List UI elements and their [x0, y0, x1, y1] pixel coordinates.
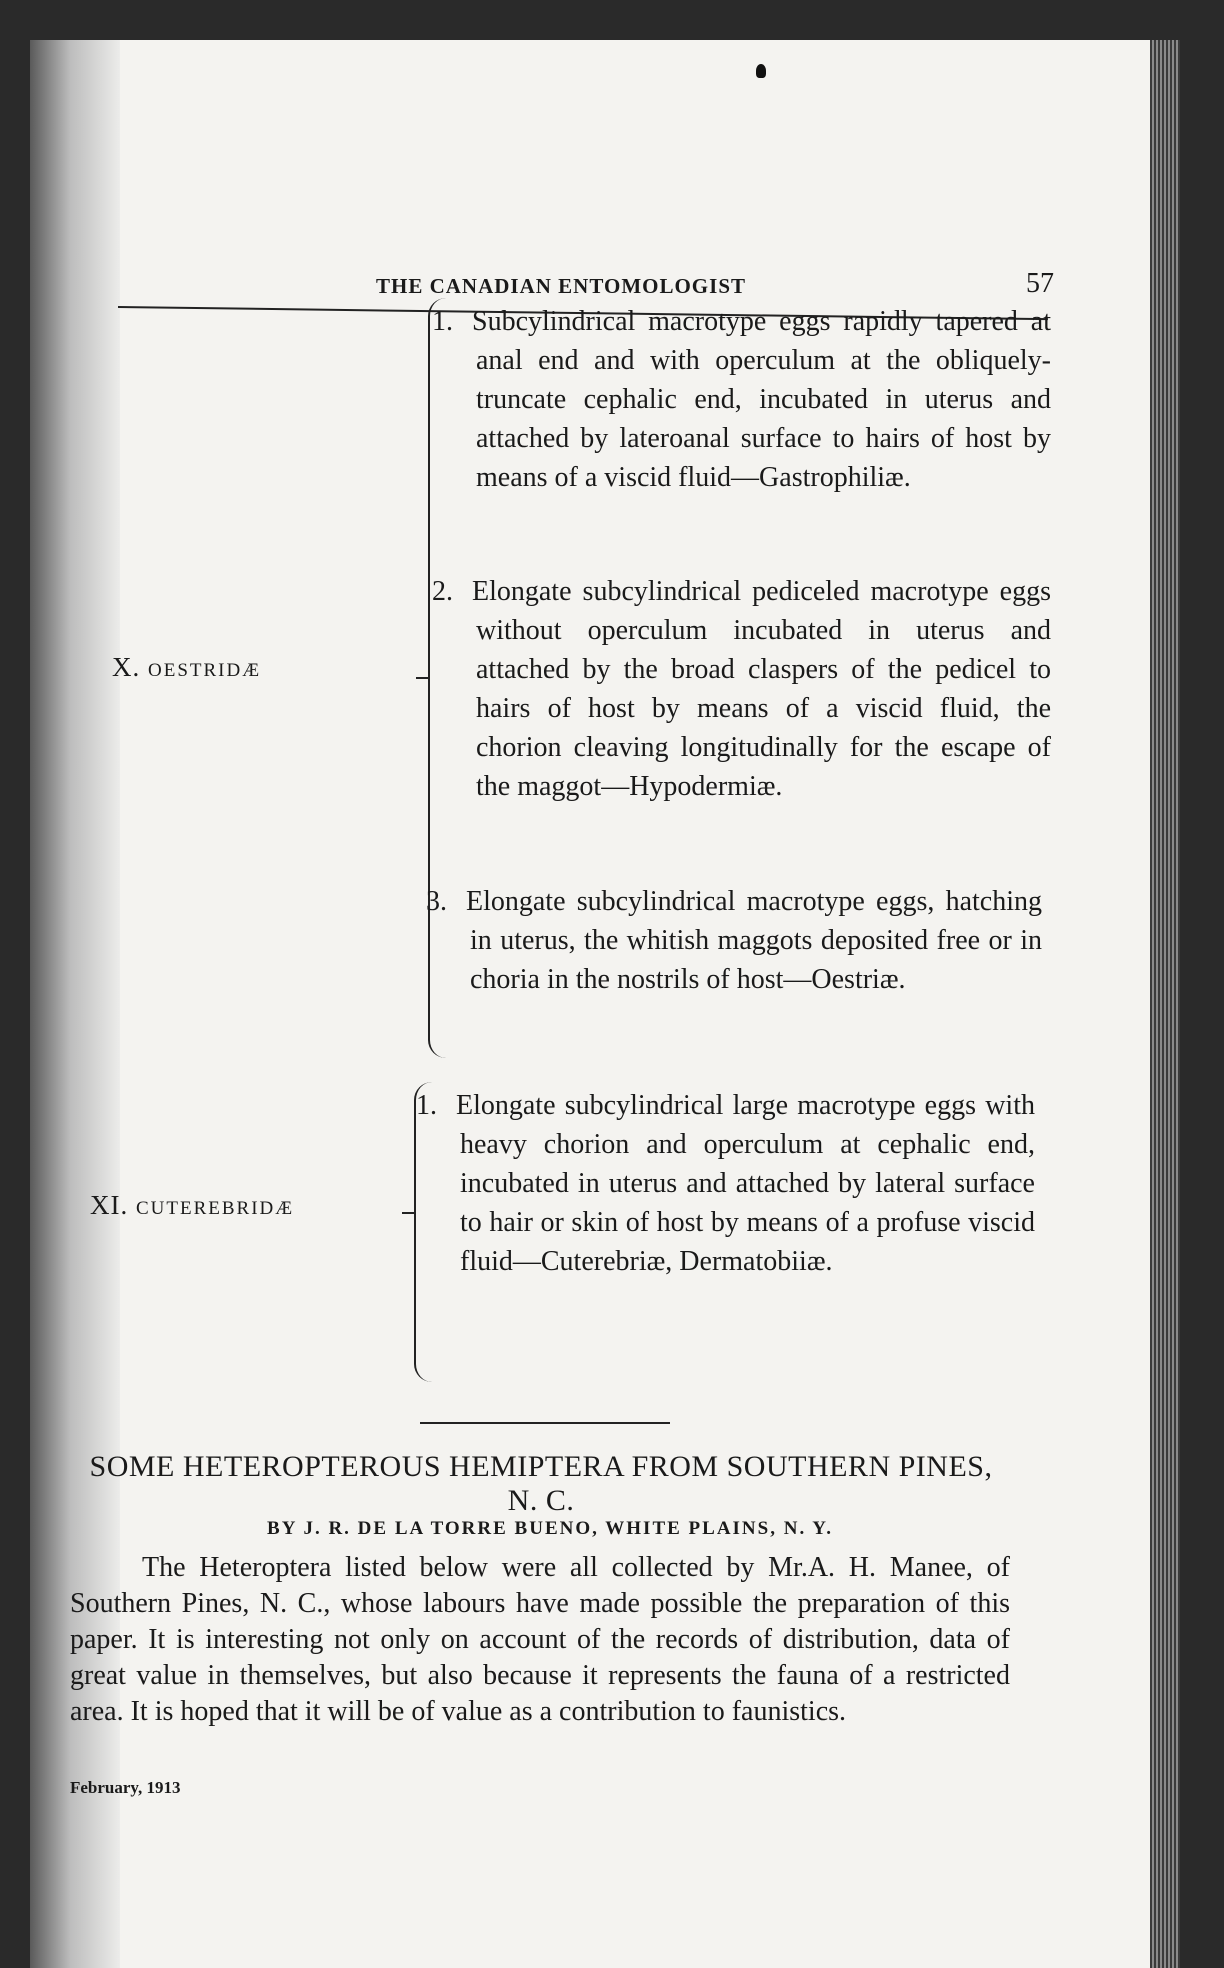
- page-footer-date: February, 1913: [70, 1778, 181, 1797]
- entry-number: 1.: [416, 1090, 437, 1121]
- entry-text: Elongate subcylindrical large macrotype eggs with heavy chorion and operculum at cephalic end, incubated in uterus and attached by lateral surface to hair or skin of host by means of a profuse viscid fluid—Cuterebriæ, Dermatobiiæ.: [456, 1090, 1035, 1277]
- article-body: The Heteroptera listed below were all collected by Mr.A. H. Manee, of Southern Pines, N. C., whose labours have made possible the preparation of this paper. It is interesting not only on account of the records of distribution, data of great value in themselves, but also because it represents the fauna of a restricted area. It is hoped that it will be of value as a contribution to faunistics.: [70, 1552, 1010, 1727]
- family-label-cuterebridae: [90, 1190, 294, 1221]
- list-item: [426, 882, 1042, 999]
- family-numeral: XI.: [90, 1190, 129, 1220]
- running-title: THE CANADIAN ENTOMOLOGIST: [376, 274, 747, 298]
- ornament-mark: [756, 64, 766, 78]
- article-byline: BY J. R. DE LA TORRE BUENO, WHITE PLAINS, N. Y.: [267, 1518, 833, 1539]
- family-name: CUTEREBRIDÆ: [136, 1198, 295, 1219]
- entry-text: Subcylindrical macrotype eggs rapidly tapered at anal end and with operculum at the obliquely-truncate cephalic end, incubated in uterus and attached by lateroanal surface to hairs of host by means of a viscid fluid—Gastrophiliæ.: [472, 306, 1051, 493]
- entry-number: 2.: [432, 576, 453, 607]
- entry-text: Elongate subcylindrical macrotype eggs, hatching in uterus, the whitish maggots deposited free or in choria in the nostrils of host—Oestriæ.: [466, 886, 1042, 995]
- family-name: OESTRIDÆ: [148, 660, 262, 681]
- list-item: [432, 572, 1051, 806]
- list-item: [416, 1086, 1035, 1281]
- page-stack-edge: [1150, 40, 1180, 1968]
- article-title: SOME HETEROPTEROUS HEMIPTERA FROM SOUTHERN PINES, N. C.: [89, 1450, 993, 1517]
- book-page: [30, 40, 1180, 1968]
- list-item: [432, 302, 1051, 497]
- brace-tip-cuterebridae: [402, 1212, 414, 1214]
- section-divider: [420, 1422, 670, 1424]
- family-numeral: X.: [112, 652, 141, 682]
- entry-number: 3.: [426, 886, 447, 917]
- page-number: 57: [1026, 268, 1054, 299]
- brace-tip-oestridae: [416, 677, 428, 679]
- family-label-oestridae: [112, 652, 261, 683]
- entry-text: Elongate subcylindrical pediceled macrotype eggs without operculum incubated in uterus and attached by the broad claspers of the pedicel to hairs of host by means of a viscid fluid, the chorion cleaving longitudinally for the escape of the maggot—Hypodermiæ.: [472, 576, 1051, 802]
- entry-number: 1.: [432, 306, 453, 337]
